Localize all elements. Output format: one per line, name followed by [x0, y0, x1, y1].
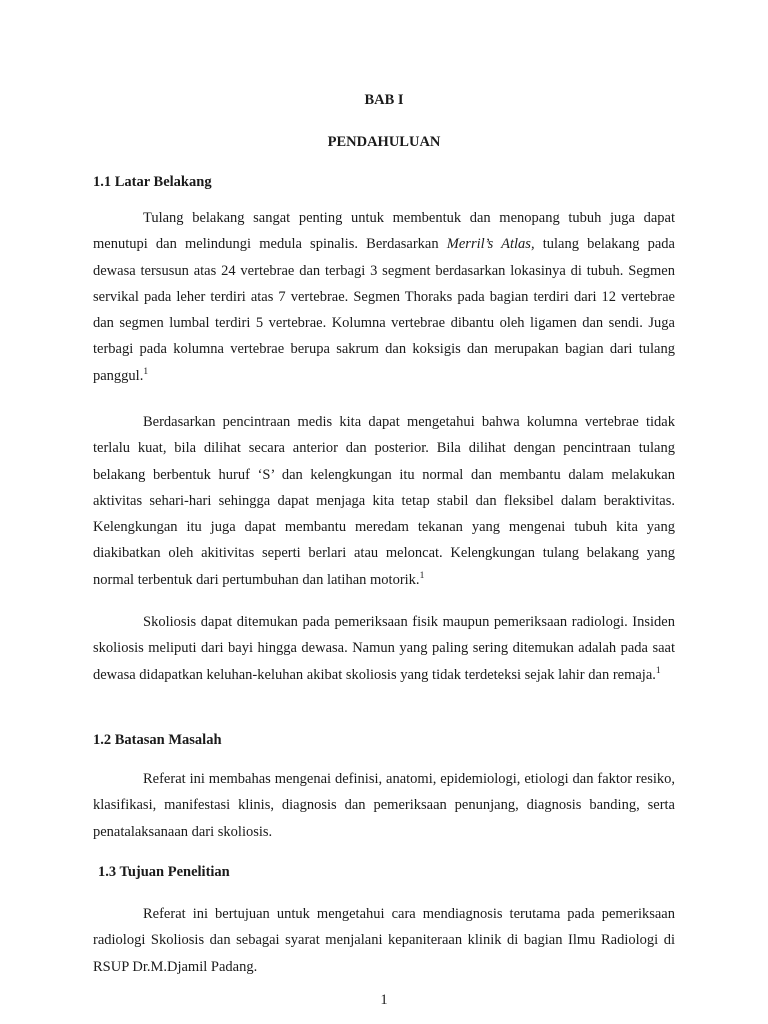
section-heading-latar-belakang: 1.1 Latar Belakang — [93, 174, 212, 190]
paragraph-text: Tulang belakang sangat penting untuk membentuk dan menopang tubuh juga dapat menutupi dan melindungi medula spinalis. Berdasarkan — [93, 210, 675, 253]
reference-superscript: 1 — [143, 366, 149, 377]
section-heading-tujuan-penelitian: 1.3 Tujuan Penelitian — [98, 864, 230, 880]
book-title-emphasis: Merril’s Atlas — [446, 236, 531, 253]
paragraph-batasan-masalah — [93, 766, 675, 845]
paragraph-latar-belakang-1 — [93, 205, 675, 389]
chapter-number: BAB I — [364, 92, 404, 108]
paragraph-latar-belakang-3 — [93, 609, 675, 688]
chapter-title: PENDAHULUAN — [327, 134, 441, 150]
paragraph-text: Referat ini membahas mengenai definisi, anatomi, epidemiologi, etiologi dan faktor resiko, klasifikasi, manifestasi klinis, diagnosis dan pemeriksaan penunjang, diagnosis banding, serta penatalaksanaan dari skoliosis. — [93, 771, 675, 840]
paragraph-latar-belakang-2 — [93, 409, 675, 593]
reference-superscript: 1 — [655, 665, 661, 676]
reference-superscript: 1 — [419, 570, 425, 581]
page-number: 1 — [380, 992, 388, 1008]
paragraph-text: Referat ini bertujuan untuk mengetahui cara mendiagnosis terutama pada pemeriksaan radiologi Skoliosis dan sebagai syarat menjalani kepaniteraan klinik di bagian Ilmu Radiologi di RSUP Dr.M.Djamil Padang. — [93, 906, 675, 975]
paragraph-tujuan-penelitian — [93, 901, 675, 980]
paragraph-text: , tulang belakang pada dewasa tersusun atas 24 vertebrae dan terbagi 3 segment berdasarkan lokasinya di tubuh. Segmen servikal pada leher terdiri atas 7 vertebrae. Segmen Thoraks pada bagian terdiri dari 12 vertebrae dan segmen lumbal terdiri 5 vertebrae. Kolumna vertebrae dibantu oleh ligamen dan sendi. Juga terbagi pada kolumna vertebrae berupa sakrum dan koksigis dan merupakan bagian dari tulang panggul. — [93, 236, 675, 384]
paragraph-text: Berdasarkan pencintraan medis kita dapat mengetahui bahwa kolumna vertebrae tidak terlalu kuat, bila dilihat secara anterior dan posterior. Bila dilihat dengan pencintraan tulang belakang berbentuk huruf ‘S’ dan kelengkungan itu normal dan membantu dalam melakukan aktivitas sehari-hari sehingga dapat menjaga kita tetap stabil dan fleksibel dalam beraktivitas. Kelengkungan itu juga dapat membantu meredam tekanan yang mengenai tubuh kita yang diakibatkan oleh akitivitas seperti berlari atau meloncat. Kelengkungan tulang belakang yang normal terbentuk dari pertumbuhan dan latihan motorik. — [93, 414, 675, 588]
paragraph-text: Skoliosis dapat ditemukan pada pemeriksaan fisik maupun pemeriksaan radiologi. Insiden skoliosis meliputi dari bayi hingga dewasa. Namun yang paling sering ditemukan adalah pada saat dewasa didapatkan keluhan-keluhan akibat skoliosis yang tidak terdeteksi sejak lahir dan remaja. — [93, 614, 675, 683]
section-heading-batasan-masalah: 1.2 Batasan Masalah — [93, 732, 222, 748]
